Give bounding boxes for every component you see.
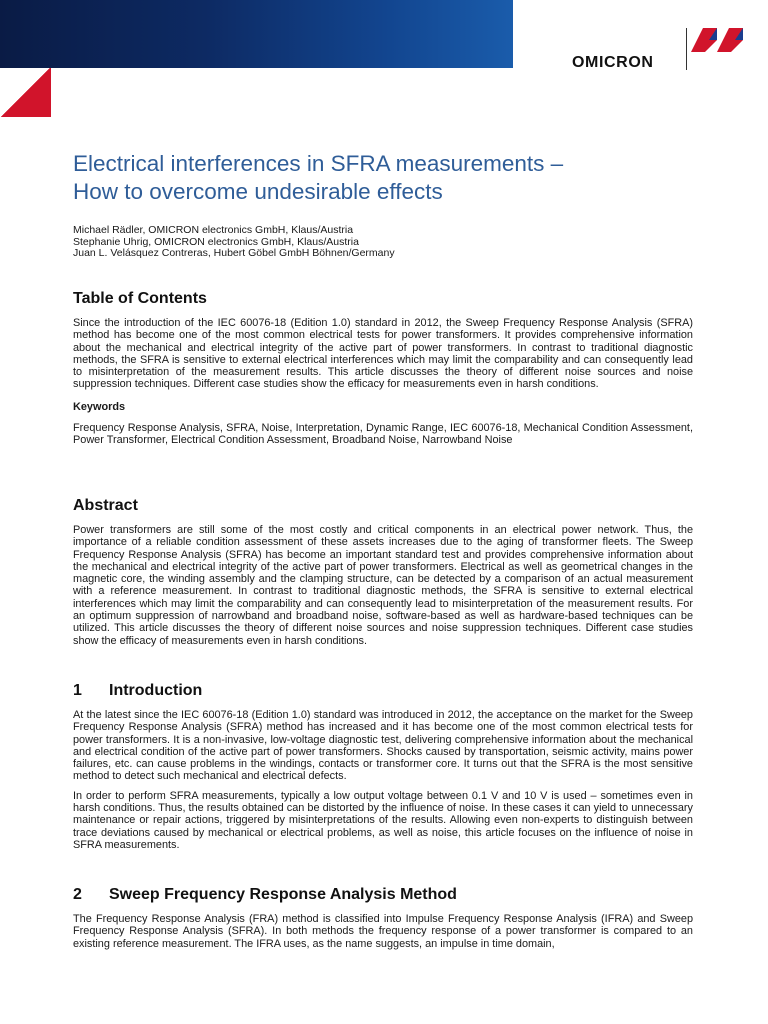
title-line-2: How to overcome undesirable effects [73,179,443,204]
toc-body: Since the introduction of the IEC 60076-18 (Edition 1.0) standard in 2012, the Sweep Frequency Response Analysis (SFRA) method has become one of the most common electrical tests for power transformers. It provides comprehensive information about the mechanical and electrical integrity of the active part of power transformers. In contrast to traditional diagnostic methods, the SFRA is sensitive to external electrical interferences which may limit the comparability and can consequently lead to misinterpretation of the measurement results. This article discusses the theory of different noise sources and noise suppression techniques. Different case studies show the efficacy for measurements even in harsh conditions. [73,317,693,391]
introduction-heading [73,681,693,701]
header-red-triangle [0,68,51,117]
introduction-para-2: In order to perform SFRA measurements, typically a low output voltage between 0.1 V and 10 V is used – sometimes even in harsh conditions. Thus, the results obtained can be distorted by the influence of noise. In these cases it can yield to unnecessary maintenance or repair actions, triggered by misinterpretations of the results. Allowing even non-experts to distinguish between trace deviations caused by mechanical or electrical problems, as well as noise, this article focuses on the influence of noise in SFRA measurements. [73,789,693,851]
method-section [73,885,693,950]
abstract-body: Power transformers are still some of the most costly and critical components in an electrical power network. Thus, the importance of a reliable condition assessment of these assets increases due to the aging of transformer fleets. The Sweep Frequency Response Analysis (SFRA) has become an important standard test and provides comprehensive information about the mechanical and electrical integrity of the active part of power transformers. Electrical as well as geometrical changes in the magnetic core, the winding assembly and the clamping structure, can be detected by a comparison of an actual measurement with a reference measurement. In contrast to traditional diagnostic methods, the SFRA is sensitive to external electrical interferences which may limit the comparability and can consequently lead to misinterpretation of the measurement results. For an optimum suppression of narrowband and broadband noise, software-based as well as hardware-based techniques can be utilized. This article discusses the theory of different noise sources and noise suppression techniques. Different case studies show the efficacy of measurements even in harsh conditions. [73,524,693,647]
method-title: Sweep Frequency Response Analysis Method [109,886,457,903]
author-list [73,225,693,260]
introduction-title: Introduction [109,682,203,699]
abstract-section [73,496,693,647]
author-3: Juan L. Velásquez Contreras, Hubert Göbel GmbH Böhnen/Germany [73,247,395,259]
page-title [73,150,693,206]
author-1: Michael Rädler, OMICRON electronics GmbH, Klaus/Austria [73,224,354,236]
omicron-logo-mark-icon [687,24,745,56]
logo-divider [686,28,687,70]
keywords-label: Keywords [73,400,126,413]
introduction-section [73,681,693,851]
header-band [0,0,513,68]
method-para-1: The Frequency Response Analysis (FRA) method is classified into Impulse Frequency Response Analysis (IFRA) and Sweep Frequency Response Analysis (SFRA). In both methods the frequency response of a power transformer is compared to an existing reference measurement. The IFRA uses, as the name suggests, an impulse in time domain, [73,913,693,950]
omicron-logo-text: OMICRON [572,54,654,71]
toc-section [73,289,693,446]
title-line-1: Electrical interferences in SFRA measurements – [73,151,564,176]
method-heading [73,885,693,905]
abstract-heading: Abstract [73,497,138,514]
omicron-logo [572,24,747,72]
author-2: Stephanie Uhrig, OMICRON electronics GmbH, Klaus/Austria [73,235,359,248]
introduction-number: 1 [73,682,82,699]
introduction-para-1: At the latest since the IEC 60076-18 (Edition 1.0) standard was introduced in 2012, the acceptance on the market for the Sweep Frequency Response Analysis (SFRA) method has increased and it has become one of the most common electrical tests for power transformers. It is a non-invasive, low-voltage diagnostic test, delivering comprehensive information about the mechanical and electrical condition of the active part of power transformers. Shocks caused by transportation, seismic activity, mains power failures, etc. can cause problems in the windings, contacts or transformer core. It turns out that the SFRA is the most sensitive method to detect such mechanical and electrical defects. [73,709,693,783]
toc-heading: Table of Contents [73,290,207,307]
keywords-body: Frequency Response Analysis, SFRA, Noise, Interpretation, Dynamic Range, IEC 60076-18, Mechanical Condition Assessment, Power Transformer, Electrical Condition Assessment, Broadband Noise, Narrowband Noise [73,421,693,447]
method-number: 2 [73,886,82,903]
